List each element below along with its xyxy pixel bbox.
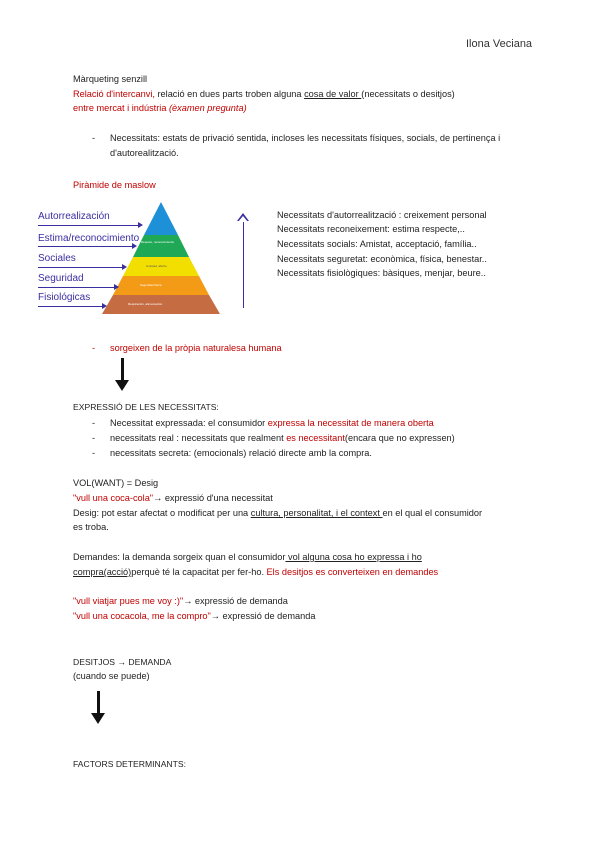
- expression-item-expressed: Necessitat expressada: el consumidor expressa la necessitat de manera oberta: [110, 418, 434, 428]
- pyramid-label-esteem: Estima/reconocimiento: [38, 233, 140, 244]
- expression-title: EXPRESSIÓ DE LES NECESSITATS:: [73, 402, 219, 412]
- want-example: "vull una coca-cola"→ expressió d'una necessitat: [73, 493, 273, 503]
- needs-origin-text: sorgeixen de la pròpia naturalesa humana: [110, 343, 282, 353]
- intro-line-2: entre mercat i indústria (èxamen pregunta): [73, 103, 247, 113]
- pyramid-pointer-line: [38, 287, 114, 288]
- bullet-dash: -: [92, 448, 96, 458]
- demands-line-1: Demandes: la demanda sorgeix quan el consumidor vol alguna cosa ho expressa i ho: [73, 552, 422, 562]
- maslow-list-item: Necessitats d'autorrealització : creixement personal: [277, 210, 487, 220]
- expression-item-real: necessitats real : necessitats que realment es necessitant(encara que no expressen): [110, 433, 455, 443]
- desire-definition-line-2: es troba.: [73, 522, 109, 532]
- pyramid-label-social: Sociales: [38, 253, 76, 264]
- pyramid-pointer-line: [38, 306, 102, 307]
- pyramid-text-4: Seguridad física: [140, 283, 162, 287]
- maslow-list-item: Necessitats reconeixement: estima respecte,..: [277, 224, 465, 234]
- expression-item-secret: necessitats secreta: (emocionals) relació directe amb la compra.: [110, 448, 372, 458]
- demands-line-2: compra(acció)perquè té la capacitat per fer-ho. Els desitjos es converteixen en demandes: [73, 567, 439, 577]
- bullet-dash: -: [92, 433, 96, 443]
- pyramid-label-physiological: Fisiológicas: [38, 292, 91, 303]
- pointer-arrow-icon: [114, 284, 119, 290]
- pyramid-graphic: [96, 202, 226, 314]
- demand-example: "vull una cocacola, me la compro"→ expressió de demanda: [73, 611, 316, 621]
- pointer-arrow-icon: [122, 264, 127, 270]
- author-name: Ilona Veciana: [466, 38, 533, 50]
- demand-example: "vull viatjar pues me voy :)"→ expressió de demanda: [73, 596, 288, 606]
- want-title: VOL(WANT) = Desig: [73, 478, 159, 488]
- intro-line-1: Relació d'intercanvi, relació en dues parts troben alguna cosa de valor (necessitats o desitjos): [73, 89, 455, 99]
- pointer-arrow-icon: [132, 243, 137, 249]
- pointer-arrow-icon: [102, 303, 107, 309]
- pointer-arrow-icon: [138, 222, 143, 228]
- desire-definition-line-1: Desig: pot estar afectat o modificat per una cultura, personalitat, i el context en el qual el consumidor: [73, 508, 483, 518]
- desires-to-demand: DESITJOS → DEMANDA: [73, 657, 172, 667]
- maslow-title: Piràmide de maslow: [73, 180, 156, 190]
- bullet-dash: -: [92, 418, 96, 428]
- pyramid-text-5: Respiración, alimentación: [128, 302, 163, 306]
- intro-underlined: cosa de valor: [304, 89, 362, 99]
- pyramid-pointer-line: [38, 267, 122, 268]
- needs-definition-line-2: d'autorealització.: [110, 148, 179, 158]
- pyramid-pointer-line: [38, 225, 138, 226]
- needs-definition-line-1: Necessitats: estats de privació sentida, incloses les necessitats físiques, socials, de pertinença i: [110, 133, 501, 143]
- pyramid-text-3: Amistad, afecto: [146, 264, 167, 268]
- desires-condition: (cuando se puede): [73, 671, 150, 681]
- pyramid-level-2: [133, 235, 189, 257]
- doc-title: Màrqueting senzill: [73, 74, 148, 84]
- maslow-list-item: Necessitats socials: Amistat, acceptació, família..: [277, 239, 477, 249]
- pyramid-level-1: [144, 202, 178, 235]
- bullet-dash: -: [92, 343, 96, 353]
- bullet-dash: -: [92, 133, 96, 143]
- pyramid-label-safety: Seguridad: [38, 273, 84, 284]
- maslow-list-item: Necessitats fisiològiques: bàsiques, menjar, beure..: [277, 268, 486, 278]
- maslow-list-item: Necessitats seguretat: econòmica, física, benestar..: [277, 254, 487, 264]
- pyramid-text-2: Respeto, reconocimiento: [141, 240, 175, 244]
- pyramid-pointer-line: [38, 246, 132, 247]
- intro-red-term: Relació d'intercanvi,: [73, 89, 155, 99]
- pyramid-label-selfactualization: Autorrealización: [38, 211, 110, 222]
- factors-title: FACTORS DETERMINANTS:: [73, 759, 187, 769]
